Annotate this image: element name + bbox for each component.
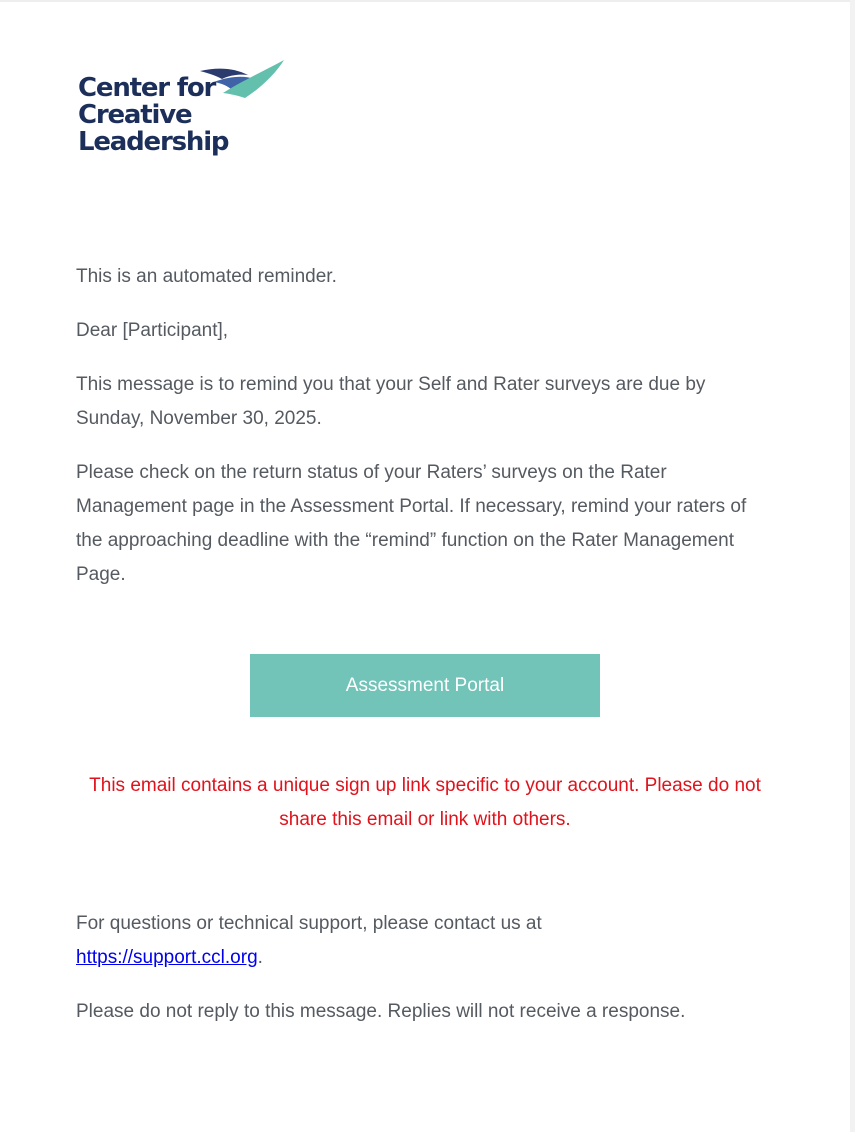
greeting-text: Dear [Participant], [76,320,229,341]
assessment-portal-button[interactable]: Assessment Portal [250,654,600,717]
support-text [76,907,776,975]
support-suffix: . [257,947,263,968]
logo-line-3: Leadership [78,127,229,157]
support-link[interactable]: https://support.ccl.org [76,947,258,968]
reminder-text: This message is to remind you that your Self and Rater surveys are due by Sunday, November 30, 2025. [76,374,706,429]
support-prefix: For questions or technical support, please contact us at [76,913,542,934]
no-reply-text: Please do not reply to this message. Replies will not receive a response. [76,1001,686,1022]
security-warning: This email contains a unique sign up link specific to your account. Please do not share this email or link with others. [89,775,761,830]
intro-text: This is an automated reminder. [76,266,337,287]
cta-container [250,654,600,717]
footer [76,907,776,1049]
logo-line-2: Creative [78,100,192,130]
window-edge [850,0,855,1132]
logo-wordmark [78,75,228,156]
instructions-text: Please check on the return status of your Raters’ surveys on the Rater Management page in the Assessment Portal. If necessary, remind your raters of the approaching deadline with the “remind” function on the Rater Management Page. [76,462,747,585]
logo-line-1: Center for [78,73,216,103]
ccl-logo[interactable] [78,60,288,164]
message-body [76,260,776,612]
